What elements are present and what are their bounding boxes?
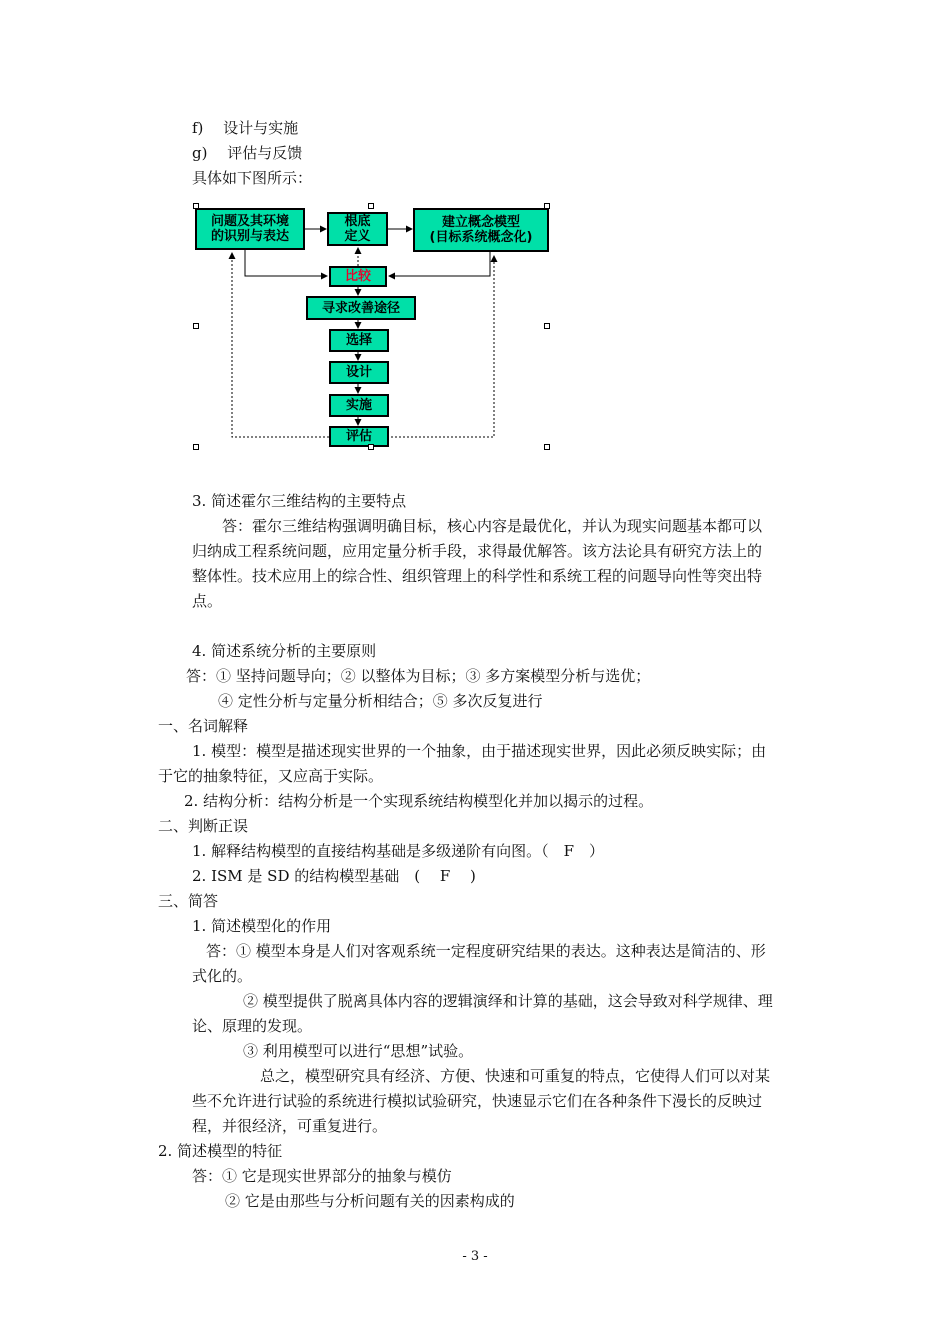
answer-line: 论、原理的发现。 [192,1017,313,1035]
judgement-item: 2. ISM 是 SD 的结构模型基础 ( F ) [192,867,476,885]
section-heading: 三、简答 [158,892,219,910]
box-compare: 比较 [329,266,387,287]
selection-handle[interactable] [193,203,199,209]
box-evaluate: 评估 [329,426,389,447]
page-number: - 3 - [462,1249,488,1264]
judgement-item: 1. 解释结构模型的直接结构基础是多级递阶有向图。（ F ） [192,842,604,860]
q3-title: 3. 简述霍尔三维结构的主要特点 [192,492,407,510]
flow-diagram [190,200,552,452]
figure-intro: 具体如下图所示： [192,169,313,187]
definition-line: 1. 模型：模型是描述现实世界的一个抽象，由于描述现实世界，因此必须反映实际；由 [192,742,767,760]
box-seek-improvement: 寻求改善途径 [306,296,416,320]
answer-line: 总之，模型研究具有经济、方便、快速和可重复的特点，它使得人们可以对某 [260,1067,771,1085]
q3-answer-line: 归纳成工程系统问题，应用定量分析手段，求得最优解答。该方法论具有研究方法上的 [192,542,763,560]
selection-handle[interactable] [544,323,550,329]
question-title: 2. 简述模型的特征 [158,1142,283,1160]
q3-answer-line: 点。 [192,592,223,610]
answer-line: 程，并很经济，可重复进行。 [192,1117,388,1135]
section-heading: 二、判断正误 [158,817,249,835]
box-select: 选择 [329,329,389,352]
selection-handle[interactable] [368,203,374,209]
answer-line: 式化的。 [192,967,253,985]
question-title: 1. 简述模型化的作用 [192,917,332,935]
selection-handle[interactable] [544,444,550,450]
answer-line: 答：① 模型本身是人们对客观系统一定程度研究结果的表达。这种表达是简洁的、形 [206,942,766,960]
box-problem-line1: 问题及其环境 [210,214,289,229]
box-implement: 实施 [329,394,389,417]
answer-line: ③ 利用模型可以进行“思想”试验。 [243,1042,474,1060]
definition-line: 于它的抽象特征，又应高于实际。 [158,767,384,785]
box-concept-line1: 建立概念模型 [441,215,520,230]
answer-line: ② 模型提供了脱离具体内容的逻辑演绎和计算的基础，这会导致对科学规律、理 [243,992,773,1010]
box-concept-line2: (目标系统概念化) [429,230,533,245]
list-item-f: f) 设计与实施 [192,119,299,137]
q4-answer-line: ④ 定性分析与定量分析相结合；⑤ 多次反复进行 [218,692,543,710]
box-design: 设计 [329,361,389,384]
answer-line: ② 它是由那些与分析问题有关的因素构成的 [225,1192,515,1210]
q3-answer-line: 答：霍尔三维结构强调明确目标，核心内容是最优化，并认为现实问题基本都可以 [222,517,763,535]
answer-line: 答：① 它是现实世界部分的抽象与模仿 [192,1167,452,1185]
box-concept-model [413,208,549,252]
box-problem-identification [195,208,305,250]
box-problem-line2: 的识别与表达 [210,229,289,244]
q4-title: 4. 简述系统分析的主要原则 [192,642,377,660]
box-root-line1: 根底 [344,214,371,229]
selection-handle[interactable] [193,323,199,329]
q3-answer-line: 整体性。技术应用上的综合性、组织管理上的科学性和系统工程的问题导向性等突出特 [192,567,763,585]
selection-handle[interactable] [193,444,199,450]
definition-line: 2. 结构分析：结构分析是一个实现系统结构模型化并加以揭示的过程。 [184,792,654,810]
box-root-line2: 定义 [344,229,371,244]
selection-handle[interactable] [368,444,374,450]
section-heading: 一、名词解释 [158,717,249,735]
list-item-g: g) 评估与反馈 [192,144,303,162]
answer-line: 些不允许进行试验的系统进行模拟试验研究，快速显示它们在各种条件下漫长的反映过 [192,1092,763,1110]
selection-handle[interactable] [544,203,550,209]
box-root-definition [327,212,388,246]
q4-answer-line: 答：① 坚持问题导向；② 以整体为目标；③ 多方案模型分析与选优； [186,667,651,685]
